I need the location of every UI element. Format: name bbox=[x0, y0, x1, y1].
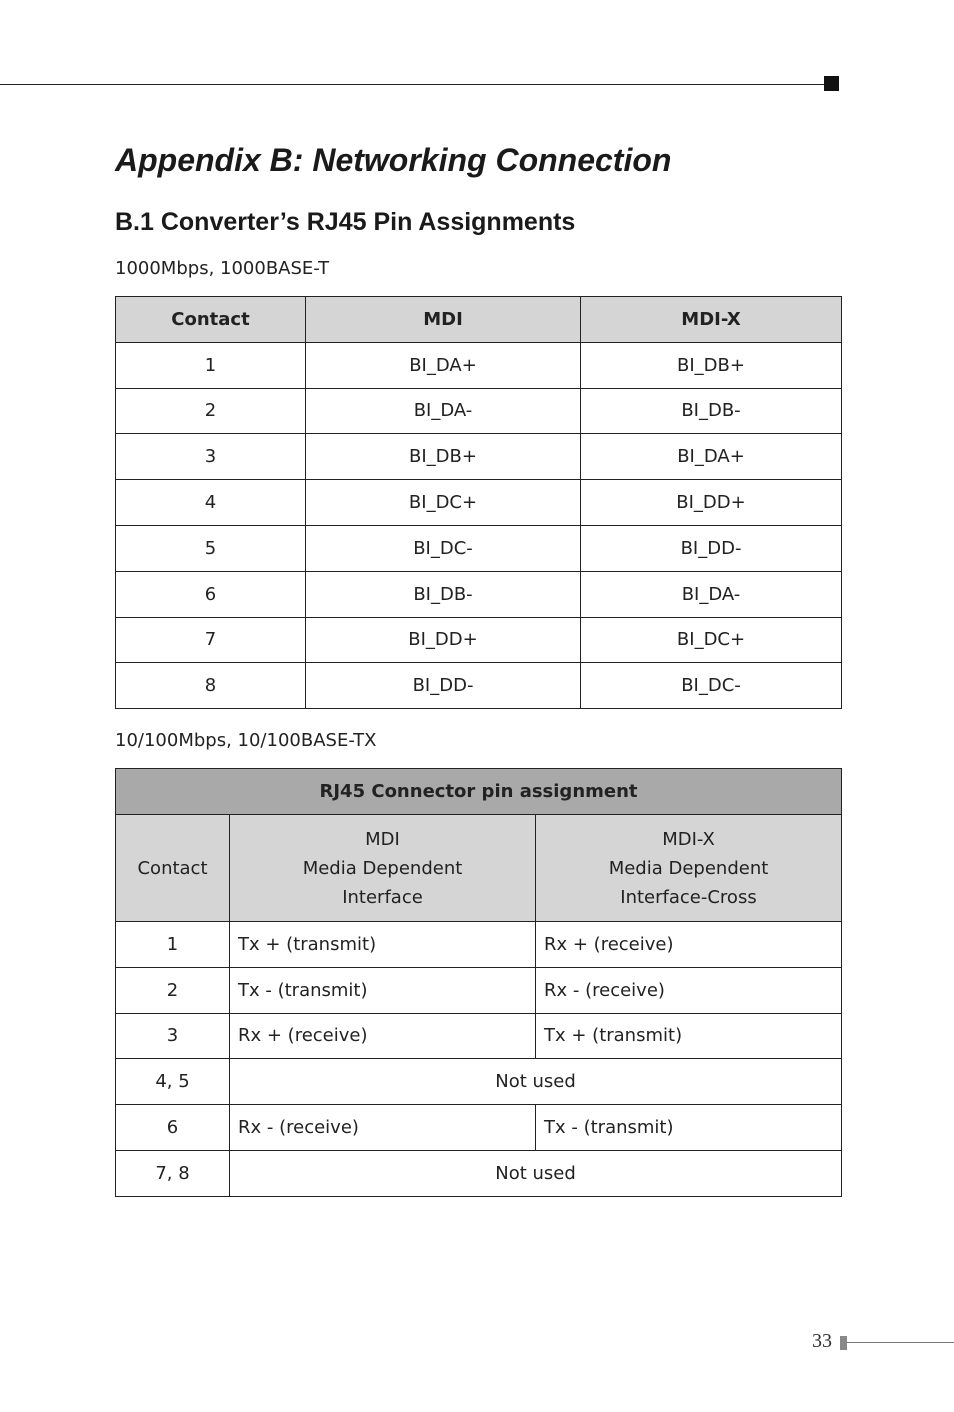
table-header-row bbox=[116, 815, 842, 922]
cell-mdi: BI_DB- bbox=[306, 571, 581, 617]
cell-contact: 6 bbox=[116, 571, 306, 617]
col-header-mdi-line: MDI bbox=[365, 828, 400, 850]
table-row bbox=[116, 480, 842, 526]
cell-mdi: BI_DA- bbox=[306, 388, 581, 434]
table-row bbox=[116, 1150, 842, 1196]
cell-contact: 4 bbox=[116, 480, 306, 526]
cell-mdix: BI_DC+ bbox=[581, 617, 842, 663]
cell-contact: 7, 8 bbox=[116, 1150, 230, 1196]
cell-mdix: Tx + (transmit) bbox=[536, 1013, 842, 1059]
cell-contact: 2 bbox=[116, 388, 306, 434]
cell-mdi: Rx + (receive) bbox=[230, 1013, 536, 1059]
cell-mdix: Tx - (transmit) bbox=[536, 1105, 842, 1151]
col-header-mdi-line: Interface bbox=[342, 886, 423, 908]
col-header-mdix-line: Media Dependent bbox=[608, 857, 769, 879]
table-row bbox=[116, 663, 842, 709]
page-number: 33 bbox=[812, 1330, 832, 1352]
cell-mdi: BI_DA+ bbox=[306, 342, 581, 388]
cell-contact: 3 bbox=[116, 1013, 230, 1059]
cell-contact: 1 bbox=[116, 342, 306, 388]
cell-mdi: Tx - (transmit) bbox=[230, 967, 536, 1013]
cell-mdix: BI_DB+ bbox=[581, 342, 842, 388]
cell-contact: 6 bbox=[116, 1105, 230, 1151]
table-row bbox=[116, 342, 842, 388]
col-header-mdix bbox=[536, 815, 842, 922]
cell-contact: 4, 5 bbox=[116, 1059, 230, 1105]
page-title: Appendix B: Networking Connection bbox=[115, 142, 672, 178]
cell-not-used: Not used bbox=[230, 1150, 842, 1196]
cell-contact: 7 bbox=[116, 617, 306, 663]
table-title: RJ45 Connector pin assignment bbox=[116, 769, 842, 815]
table-row bbox=[116, 1105, 842, 1151]
cell-mdix: Rx - (receive) bbox=[536, 967, 842, 1013]
cell-mdix: Rx + (receive) bbox=[536, 922, 842, 968]
table-row bbox=[116, 967, 842, 1013]
cell-mdix: BI_DD+ bbox=[581, 480, 842, 526]
table-row bbox=[116, 571, 842, 617]
cell-not-used: Not used bbox=[230, 1059, 842, 1105]
table-row bbox=[116, 617, 842, 663]
cell-mdi: Tx + (transmit) bbox=[230, 922, 536, 968]
cell-contact: 5 bbox=[116, 525, 306, 571]
table-row bbox=[116, 1059, 842, 1105]
cell-mdi: BI_DD- bbox=[306, 663, 581, 709]
cell-mdi: BI_DD+ bbox=[306, 617, 581, 663]
section-title: B.1 Converter’s RJ45 Pin Assignments bbox=[115, 208, 576, 236]
header-rule bbox=[0, 84, 826, 85]
col-header-mdix: MDI-X bbox=[581, 297, 842, 343]
cell-mdix: BI_DC- bbox=[581, 663, 842, 709]
cell-mdix: BI_DB- bbox=[581, 388, 842, 434]
col-header-contact: Contact bbox=[116, 815, 230, 922]
table-title-row bbox=[116, 769, 842, 815]
table-row bbox=[116, 922, 842, 968]
footer-rule bbox=[847, 1342, 954, 1343]
cell-mdi: BI_DB+ bbox=[306, 434, 581, 480]
cell-mdi: BI_DC+ bbox=[306, 480, 581, 526]
header-square-marker bbox=[824, 76, 839, 91]
pin-table-1000base-t bbox=[115, 296, 842, 709]
cell-mdi: Rx - (receive) bbox=[230, 1105, 536, 1151]
table-row bbox=[116, 434, 842, 480]
cell-mdix: BI_DD- bbox=[581, 525, 842, 571]
cell-contact: 3 bbox=[116, 434, 306, 480]
cell-mdi: BI_DC- bbox=[306, 525, 581, 571]
table1-caption: 1000Mbps, 1000BASE-T bbox=[115, 258, 330, 279]
cell-contact: 1 bbox=[116, 922, 230, 968]
table-row bbox=[116, 525, 842, 571]
table-row bbox=[116, 1013, 842, 1059]
cell-contact: 2 bbox=[116, 967, 230, 1013]
col-header-mdix-line: Interface-Cross bbox=[620, 886, 757, 908]
footer-marker bbox=[840, 1336, 847, 1350]
cell-mdix: BI_DA+ bbox=[581, 434, 842, 480]
table-header-row bbox=[116, 297, 842, 343]
table2-caption: 10/100Mbps, 10/100BASE-TX bbox=[115, 730, 377, 751]
col-header-mdix-line: MDI-X bbox=[662, 828, 715, 850]
col-header-contact: Contact bbox=[116, 297, 306, 343]
cell-contact: 8 bbox=[116, 663, 306, 709]
col-header-mdi: MDI bbox=[306, 297, 581, 343]
pin-table-10-100base-tx bbox=[115, 768, 842, 1197]
col-header-mdi-line: Media Dependent bbox=[302, 857, 463, 879]
table-row bbox=[116, 388, 842, 434]
cell-mdix: BI_DA- bbox=[581, 571, 842, 617]
col-header-mdi bbox=[230, 815, 536, 922]
